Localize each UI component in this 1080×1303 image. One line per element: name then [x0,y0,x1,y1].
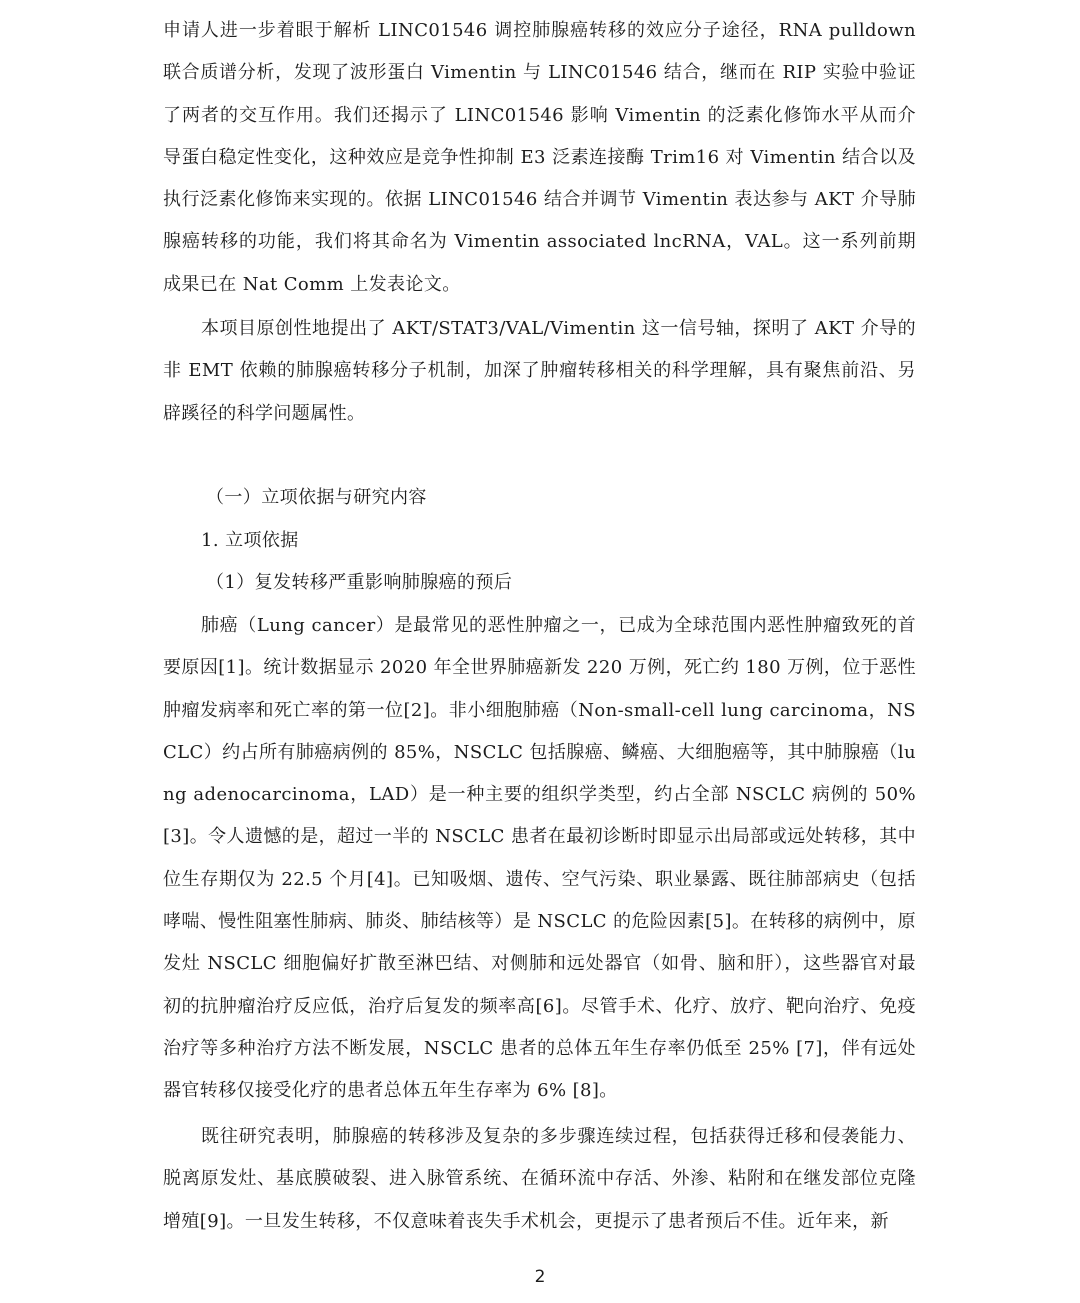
paragraph-project-originality: 本项目原创性地提出了 AKT/STAT3/VAL/Vimentin 这一信号轴，探明了 AKT 介导的非 EMT 依赖的肺腺癌转移分子机制，加深了肿瘤转移相关的科学理解，具有聚焦前沿、另辟蹊径的科学问题属性。 [163,318,916,424]
paragraph-lung-cancer-background: 肺癌（Lung cancer）是最常见的恶性肿瘤之一，已成为全球范围内恶性肿瘤致死的首要原因[1]。统计数据显示 2020 年全世界肺癌新发 220 万例，死亡约 180 万例，位于恶性肿瘤发病率和死亡率的第一位[2]。非小细胞肺癌（Non-small-cell lung carcinoma，NSCLC）约占所有肺癌病例的 85%，NSCLC 包括腺癌、鳞癌、大细胞癌等，其中肺腺癌（lung adenocarcinoma，LAD）是一种主要的组织学类型，约占全部 NSCLC 病例的 50% [3]。令人遗憾的是，超过一半的 NSCLC 患者在最初诊断时即显示出局部或远处转移，其中位生存期仅为 22.5 个月[4]。已知吸烟、遗传、空气污染、职业暴露、既往肺部病史（包括哮喘、慢性阻塞性肺病、肺炎、肺结核等）是 NSCLC 的危险因素[5]。在转移的病例中，原发灶 NSCLC 细胞偏好扩散至淋巴结、对侧肺和远处器官（如骨、脑和肝），这些器官对最初的抗肿瘤治疗反应低，治疗后复发的频率高[6]。尽管手术、化疗、放疗、靶向治疗、免疫治疗等多种治疗方法不断发展，NSCLC 患者的总体五年生存率仍低至 25% [7]，伴有远处器官转移仅接受化疗的患者总体五年生存率为 6% [8]。 [163,615,916,1102]
paragraph-val-mechanism: 申请人进一步着眼于解析 LINC01546 调控肺腺癌转移的效应分子途径，RNA pulldown 联合质谱分析，发现了波形蛋白 Vimentin 与 LINC01546 结合，继而在 RIP 实验中验证了两者的交互作用。我们还揭示了 LINC01546 影响 Vimentin 的泛素化修饰水平从而介导蛋白稳定性变化，这种效应是竞争性抑制 E3 泛素连接酶 Trim16 对 Vimentin 结合以及执行泛素化修饰来实现的。依据 LINC01546 结合并调节 Vimentin 表达参与 AKT 介导肺腺癌转移的功能，我们将其命名为 Vimentin associated lncRNA，VAL。这一系列前期成果已在 Nat Comm 上发表论文。 [163,20,916,295]
subsection-heading: 1. 立项依据 [201,530,299,551]
paragraph-metastasis-process: 既往研究表明，肺腺癌的转移涉及复杂的多步骤连续过程，包括获得迁移和侵袭能力、脱离原发灶、基底膜破裂、进入脉管系统、在循环流中存活、外渗、粘附和在继发部位克隆增殖[9]。一旦发生转移，不仅意味着丧失手术机会，更提示了患者预后不佳。近年来，新 [163,1126,916,1232]
section-heading: （一）立项依据与研究内容 [206,487,427,508]
page-number: 2 [534,1267,546,1287]
item-heading: （1）复发转移严重影响肺腺癌的预后 [206,572,513,593]
